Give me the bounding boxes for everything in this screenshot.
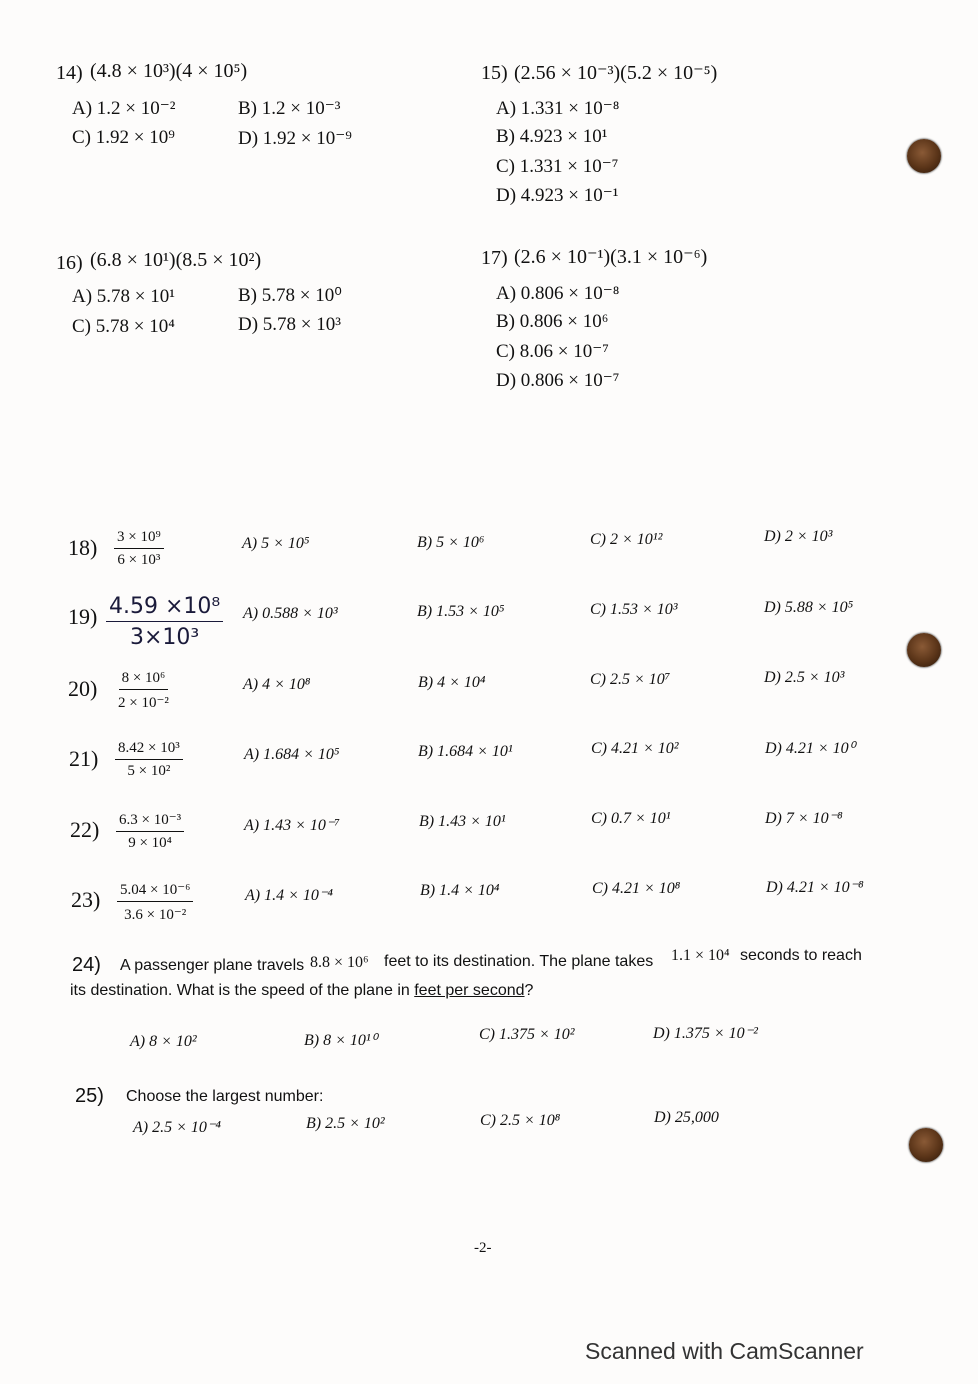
denominator: 3×10³ bbox=[129, 625, 200, 650]
choice-d: D) 2 × 10³ bbox=[764, 528, 833, 545]
numerator: 8.42 × 10³ bbox=[115, 740, 183, 760]
choice-b: B) 4.923 × 10¹ bbox=[496, 126, 608, 147]
question-text-line2 bbox=[70, 982, 533, 1000]
binder-hole-middle bbox=[907, 633, 941, 667]
choice-b: B) 1.2 × 10⁻³ bbox=[238, 98, 341, 119]
choice-b: B) 8 × 10¹⁰ bbox=[304, 1032, 378, 1049]
choice-c: C) 5.78 × 10⁴ bbox=[72, 316, 175, 337]
choice-b: B) 5.78 × 10⁰ bbox=[238, 285, 342, 306]
choice-a: A) 2.5 × 10⁻⁴ bbox=[133, 1119, 221, 1136]
question-number: 22) bbox=[70, 817, 100, 842]
choice-d: D) 2.5 × 10³ bbox=[764, 669, 845, 686]
choice-a: A) 1.2 × 10⁻² bbox=[72, 98, 176, 119]
choice-c: C) 2.5 × 10⁷ bbox=[590, 671, 671, 688]
question-number: 25) bbox=[75, 1085, 104, 1107]
question-number: 21) bbox=[69, 746, 99, 771]
choice-a: A) 0.806 × 10⁻⁸ bbox=[496, 283, 620, 304]
question-text-part2: feet to its destination. The plane takes bbox=[384, 953, 654, 970]
choice-a: A) 1.684 × 10⁵ bbox=[244, 746, 340, 763]
distance-value: 8.8 × 10⁶ bbox=[310, 954, 369, 971]
numerator: 6.3 × 10⁻³ bbox=[116, 810, 184, 832]
choice-b: B) 2.5 × 10² bbox=[306, 1115, 385, 1132]
choice-c: C) 1.53 × 10³ bbox=[590, 601, 678, 618]
time-value: 1.1 × 10⁴ bbox=[671, 947, 730, 964]
choice-d: D) 25,000 bbox=[654, 1109, 719, 1126]
page-number: -2- bbox=[474, 1240, 492, 1256]
choice-b: B) 1.43 × 10¹ bbox=[419, 813, 506, 830]
choice-d: D) 0.806 × 10⁻⁷ bbox=[496, 370, 620, 391]
question-expression: (4.8 × 10³)(4 × 10⁵) bbox=[90, 60, 248, 82]
question-number: 23) bbox=[71, 887, 101, 912]
question-number: 14) bbox=[56, 62, 83, 84]
choice-b: B) 1.684 × 10¹ bbox=[418, 743, 513, 760]
question-expression: (2.6 × 10⁻¹)(3.1 × 10⁻⁶) bbox=[514, 246, 708, 268]
denominator: 5 × 10² bbox=[127, 763, 171, 779]
numerator: 3 × 10⁹ bbox=[114, 529, 164, 549]
choice-b: B) 1.4 × 10⁴ bbox=[420, 882, 500, 899]
question-number: 17) bbox=[481, 247, 508, 269]
question-text-line2-start: its destination. What is the speed of the plane in bbox=[70, 982, 410, 999]
fraction bbox=[114, 529, 164, 569]
numerator: 8 × 10⁶ bbox=[119, 670, 169, 690]
choice-a: A) 1.43 × 10⁻⁷ bbox=[244, 817, 340, 834]
choice-a: A) 5.78 × 10¹ bbox=[72, 286, 175, 307]
choice-d: D) 7 × 10⁻⁸ bbox=[765, 810, 843, 827]
choice-d: D) 5.88 × 10⁵ bbox=[764, 599, 854, 616]
question-number: 19) bbox=[68, 604, 98, 629]
numerator: 5.04 × 10⁻⁶ bbox=[117, 880, 193, 902]
choice-c: C) 8.06 × 10⁻⁷ bbox=[496, 341, 609, 362]
choice-b: B) 4 × 10⁴ bbox=[418, 674, 486, 691]
choice-c: C) 0.7 × 10¹ bbox=[591, 810, 671, 827]
scanner-watermark: Scanned with CamScanner bbox=[585, 1338, 864, 1364]
choice-d: D) 4.923 × 10⁻¹ bbox=[496, 185, 619, 206]
fraction bbox=[118, 670, 169, 712]
choice-c: C) 1.331 × 10⁻⁷ bbox=[496, 156, 619, 177]
choice-d: D) 5.78 × 10³ bbox=[238, 314, 341, 335]
question-expression: (2.56 × 10⁻³)(5.2 × 10⁻⁵) bbox=[514, 62, 718, 84]
choice-c: C) 2 × 10¹² bbox=[590, 531, 663, 548]
question-number: 20) bbox=[68, 676, 98, 701]
question-text-part1: A passenger plane travels bbox=[120, 957, 305, 974]
choice-b: B) 0.806 × 10⁶ bbox=[496, 311, 609, 332]
denominator: 6 × 10³ bbox=[117, 552, 161, 568]
choice-c: C) 4.21 × 10⁸ bbox=[592, 880, 681, 897]
binder-hole-top bbox=[907, 139, 941, 173]
choice-b: B) 1.53 × 10⁵ bbox=[417, 603, 505, 620]
choice-a: A) 4 × 10⁸ bbox=[243, 676, 311, 693]
question-number: 15) bbox=[481, 62, 508, 84]
choice-a: A) 1.331 × 10⁻⁸ bbox=[496, 98, 620, 119]
denominator: 9 × 10⁴ bbox=[128, 835, 172, 851]
question-expression: (6.8 × 10¹)(8.5 × 10²) bbox=[90, 249, 262, 271]
fraction bbox=[117, 880, 193, 924]
question-mark: ? bbox=[524, 982, 534, 999]
choice-b: B) 5 × 10⁶ bbox=[417, 534, 485, 551]
question-text-part3: seconds to reach bbox=[740, 947, 862, 964]
choice-c: C) 2.5 × 10⁸ bbox=[480, 1112, 561, 1129]
choice-c: C) 1.92 × 10⁹ bbox=[72, 127, 175, 148]
choice-a: A) 5 × 10⁵ bbox=[242, 535, 310, 552]
choice-d: D) 1.375 × 10⁻² bbox=[653, 1025, 758, 1042]
question-number: 18) bbox=[68, 535, 98, 560]
denominator: 3.6 × 10⁻² bbox=[124, 907, 187, 923]
denominator: 2 × 10⁻² bbox=[118, 695, 169, 711]
choice-c: C) 1.375 × 10² bbox=[479, 1026, 575, 1043]
choice-a: A) 1.4 × 10⁻⁴ bbox=[245, 887, 333, 904]
binder-hole-bottom bbox=[909, 1128, 943, 1162]
choice-a: A) 8 × 10² bbox=[130, 1033, 197, 1050]
question-number: 16) bbox=[56, 252, 83, 274]
question-number: 24) bbox=[72, 954, 101, 976]
choice-c: C) 4.21 × 10² bbox=[591, 740, 679, 757]
fraction bbox=[116, 810, 184, 852]
choice-d: D) 1.92 × 10⁻⁹ bbox=[238, 128, 352, 149]
numerator: 4.59 ×10⁸ bbox=[106, 594, 223, 622]
handwritten-fraction bbox=[106, 594, 223, 650]
choice-d: D) 4.21 × 10⁻⁸ bbox=[766, 879, 864, 896]
choice-a: A) 0.588 × 10³ bbox=[243, 605, 338, 622]
question-prompt: Choose the largest number: bbox=[126, 1088, 324, 1105]
choice-d: D) 4.21 × 10⁰ bbox=[765, 740, 856, 757]
unit-underlined: feet per second bbox=[414, 982, 525, 999]
fraction bbox=[115, 740, 183, 780]
